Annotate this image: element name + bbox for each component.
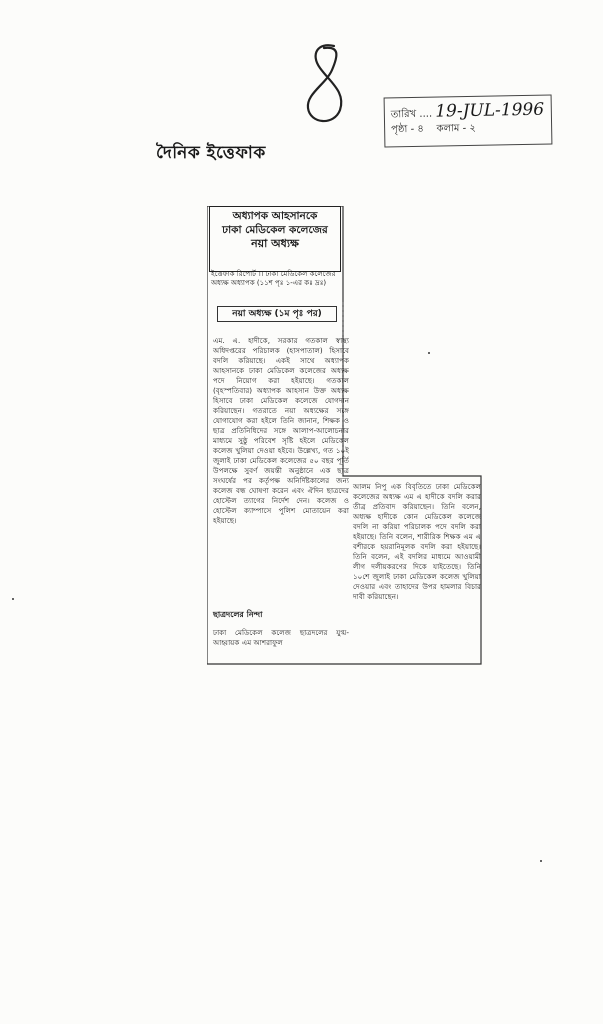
stamp-date-label: তারিখ .... <box>390 108 433 121</box>
newspaper-clipping <box>207 206 483 666</box>
subheading: ছাত্রদলের নিন্দা <box>213 610 263 619</box>
continuation-heading: নয়া অধ্যক্ষ (১ম পৃঃ পর) <box>217 306 337 322</box>
column-2-text: আলম নিপু এক বিবৃতিতে ঢাকা মেডিকেল কলেজের অধ্যক্ষ এম এ হাদীকে বদলি করার তীব্র প্রতিবাদ করিয়াছেন। তিনি বলেন, অধ্যক্ষ হাদীকে কোন মেডিকেল কলেজে বদলি না করিয়া পরিচালক পদে বদলি করা হইয়াছে। তিনি বলেন, শারীরিক শিক্ষক এম এ বশীরকে হয়রানিমূলক বদলি করা হইয়াছে। তিনি বলেন, এই বদলির মাধ্যমে আওয়ামী লীগ দলীয়করণের দিকে যাইতেছে। তিনি ১০শে জুলাই ঢাকা মেডিকেল কলেজ খুলিয়া দেওয়ার এবং তাহাদের উপর হামলার বিচার দাবী করিয়াছেন। <box>353 482 481 601</box>
article-column-2 <box>353 482 481 603</box>
headline-line-3: নয়া অধ্যক্ষ <box>251 237 299 250</box>
column-1-tail-text: ঢাকা মেডিকেল কলেজ ছাত্রদলের যুগ্ম-আহ্বায়ক এম আশরাফুল <box>213 628 349 647</box>
date-stamp <box>384 95 553 148</box>
newspaper-name: দৈনিক ইত্তেফাক <box>156 143 266 163</box>
column-1-text: এম. এ. হাদীকে, সরকার গতকাল স্বাস্থ্য অধিদপ্তরের পরিচালক (হাসপাতাল) হিসাবে বদলি করিয়াছে। একই সাথে অধ্যাপক আহসানকে ঢাকা মেডিকেল কলেজের অধ্যক্ষ পদে নিয়োগ করা হইয়াছে। গতকাল (বৃহস্পতিবার) অধ্যাপক আহসান উক্ত অধ্যক্ষ হিসাবে ঢাকা মেডিকেল কলেজে যোগদান করিয়াছেন। গতরাতে নয়া অধ্যক্ষের সঙ্গে যোগাযোগ করা হইলে তিনি জানান, শিক্ষক ও ছাত্র প্রতিনিধিদের সঙ্গে আলাপ-আলোচনার মাধ্যমে সুষ্ঠু পরিবেশ সৃষ্টি হইলে মেডিকেল কলেজ খুলিয়া দেওয়া হইবে। উল্লেখ্য, গত ১০ই জুলাই ঢাকা মেডিকেল কলেজের ৫০ বছর পূর্তি উপলক্ষে সুবর্ণ জয়ন্তী অনুষ্ঠানে এক ছাত্র সংঘর্ষের পর কর্তৃপক্ষ অনির্দিষ্টকালের জন্য কলেজ বন্ধ ঘোষণা করেন এবং ঐদিন ছাত্রদের হোস্টেল ত্যাগের নির্দেশ দেন। কলেজ ও হোস্টেল ক্যাম্পাসে পুলিশ মোতায়েন করা হইয়াছে। <box>213 336 349 525</box>
stamp-page-label: পৃষ্ঠা - ৪ <box>391 123 424 136</box>
headline-box <box>209 206 341 272</box>
headline-line-2: ঢাকা মেডিকেল কলেজের <box>222 224 328 236</box>
scan-speck <box>12 598 14 600</box>
scan-speck <box>540 860 542 862</box>
handwritten-page-number <box>296 40 356 130</box>
stamp-column-label: কলাম - ২ <box>436 122 476 135</box>
article-lead: ইত্তেফাক রিপোর্ট ।। ঢাকা মেডিকেল কলেজের অধ্যক্ষ অধ্যাপক (১১শ পৃঃ ১-এর কঃ দ্রঃ) <box>211 270 336 287</box>
headline-line-1: অধ্যাপক আহসানকে <box>232 210 318 222</box>
article-column-1-tail <box>213 602 349 655</box>
scan-speck <box>428 352 430 354</box>
stamp-date-value: 19-JUL-1996 <box>435 99 545 122</box>
article-column-1 <box>213 336 349 527</box>
